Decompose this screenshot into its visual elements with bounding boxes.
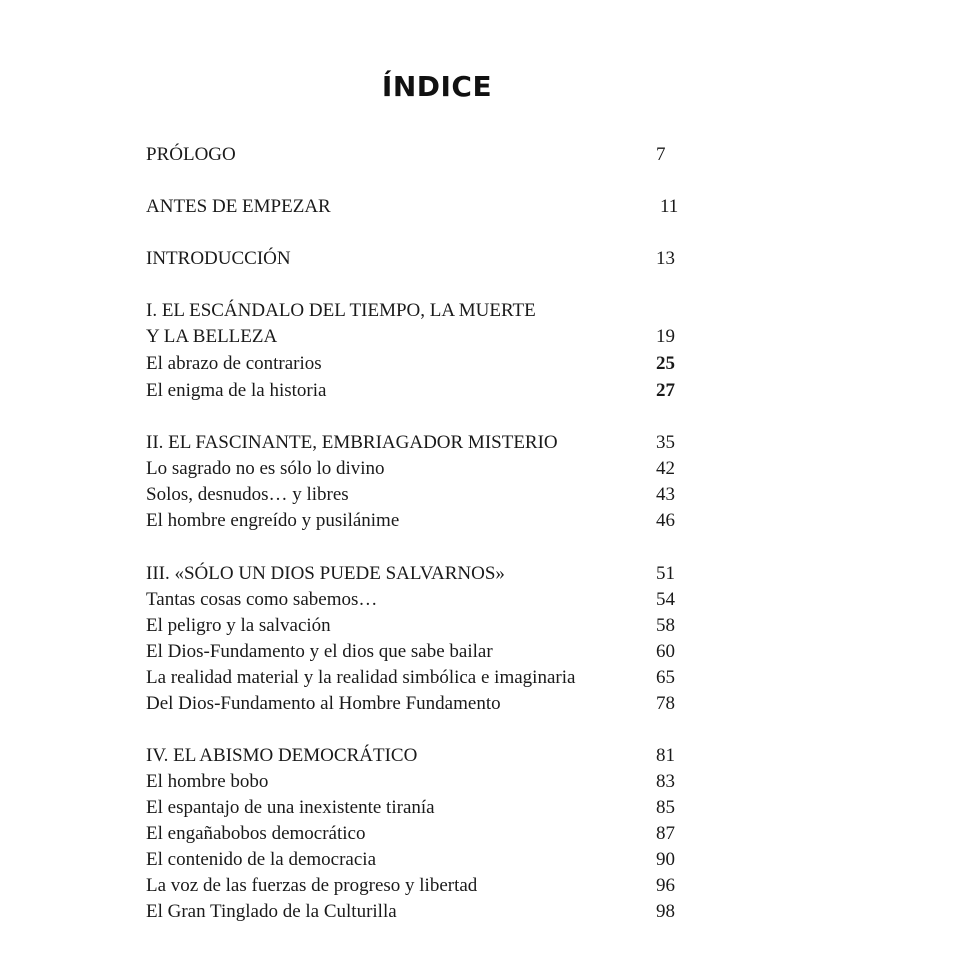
toc-entry-page-number: 51: [656, 563, 675, 584]
toc-entry-label: INTRODUCCIÓN: [146, 248, 291, 269]
toc-entry-label: ANTES DE EMPEZAR: [146, 196, 331, 217]
toc-entry: [146, 351, 706, 377]
toc-entry-label: El peligro y la salvación: [146, 615, 331, 636]
toc-entry-page-number: 58: [656, 615, 675, 636]
toc-entry: [146, 873, 706, 899]
toc-entry-page-number: 27: [656, 380, 675, 401]
toc-entry: [146, 324, 706, 350]
toc-entry: [146, 743, 706, 769]
toc-entry-label: I. EL ESCÁNDALO DEL TIEMPO, LA MUERTE: [146, 300, 536, 321]
table-of-contents: [146, 0, 706, 960]
toc-entry: [146, 298, 706, 324]
toc-entry-page-number: 65: [656, 667, 675, 688]
toc-entry-page-number: 11: [660, 196, 679, 217]
toc-entry-label: El espantajo de una inexistente tiranía: [146, 797, 435, 818]
toc-entry-label: IV. EL ABISMO DEMOCRÁTICO: [146, 745, 418, 766]
toc-entry-label: Lo sagrado no es sólo lo divino: [146, 458, 385, 479]
toc-entry: [146, 639, 706, 665]
toc-entry-page-number: 42: [656, 458, 675, 479]
toc-entry: [146, 847, 706, 873]
toc-entry-label: III. «SÓLO UN DIOS PUEDE SALVARNOS»: [146, 563, 505, 584]
toc-entry: [146, 378, 706, 404]
toc-entry-label: El Dios-Fundamento y el dios que sabe bailar: [146, 641, 493, 662]
toc-entry-label: Del Dios-Fundamento al Hombre Fundamento: [146, 693, 501, 714]
toc-entry-label: Tantas cosas como sabemos…: [146, 589, 378, 610]
toc-entry: [146, 821, 706, 847]
toc-entry: [146, 665, 706, 691]
page-title: ÍNDICE: [381, 70, 493, 103]
toc-entry-page-number: 54: [656, 589, 675, 610]
toc-entry: [146, 587, 706, 613]
toc-entry-label: El enigma de la historia: [146, 380, 327, 401]
toc-entry-page-number: 98: [656, 901, 675, 922]
toc-entry: [146, 561, 706, 587]
toc-entry-page-number: 60: [656, 641, 675, 662]
toc-entry-label: Y LA BELLEZA: [146, 326, 278, 347]
toc-entry: [146, 769, 706, 795]
toc-entry-label: Solos, desnudos… y libres: [146, 484, 349, 505]
toc-entry-label: El Gran Tinglado de la Culturilla: [146, 901, 397, 922]
toc-entry-label: La realidad material y la realidad simbólica e imaginaria: [146, 667, 576, 688]
toc-entry: [146, 691, 706, 717]
toc-entry-page-number: 7: [656, 144, 666, 165]
toc-entry: [146, 613, 706, 639]
toc-entry-page-number: 85: [656, 797, 675, 818]
toc-entry-page-number: 19: [656, 326, 675, 347]
toc-entry-page-number: 81: [656, 745, 675, 766]
toc-entry-label: El engañabobos democrático: [146, 823, 366, 844]
toc-entry-label: La voz de las fuerzas de progreso y libertad: [146, 875, 478, 896]
toc-entry-label: II. EL FASCINANTE, EMBRIAGADOR MISTERIO: [146, 432, 558, 453]
toc-entry-label: El abrazo de contrarios: [146, 353, 322, 374]
toc-entry-page-number: 90: [656, 849, 675, 870]
toc-entry-page-number: 43: [656, 484, 675, 505]
toc-entry: [146, 899, 706, 925]
toc-entry-page-number: 78: [656, 693, 675, 714]
toc-entry-page-number: 83: [656, 771, 675, 792]
toc-entry-page-number: 96: [656, 875, 675, 896]
toc-entry-label: PRÓLOGO: [146, 144, 236, 165]
toc-entry-label: El hombre engreído y pusilánime: [146, 510, 400, 531]
toc-entry-page-number: 13: [656, 248, 675, 269]
toc-entry-page-number: 25: [656, 353, 675, 374]
toc-entry-label: El hombre bobo: [146, 771, 269, 792]
toc-entry: [146, 430, 706, 456]
toc-entry: [146, 508, 706, 534]
toc-entry: [146, 795, 706, 821]
toc-entry: [146, 142, 706, 168]
toc-entry-page-number: 35: [656, 432, 675, 453]
toc-entry: [146, 482, 706, 508]
toc-entry: [146, 246, 706, 272]
toc-entry: [146, 456, 706, 482]
toc-entry-page-number: 46: [656, 510, 675, 531]
toc-entry-label: El contenido de la democracia: [146, 849, 377, 870]
toc-entry: [146, 194, 706, 220]
toc-entry-page-number: 87: [656, 823, 675, 844]
